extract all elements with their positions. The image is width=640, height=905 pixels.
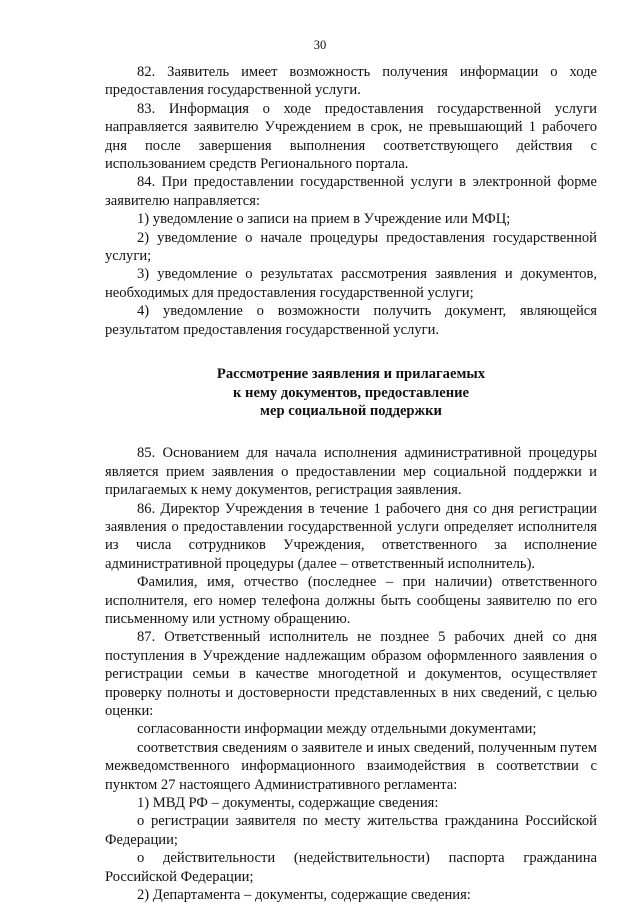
check-item-conformity: соответствия сведениям о заявителе и иных сведений, полученным путем межведомственного информационного взаимодействия в соответствии с пунктом 27 настоящего Административного регламента: — [105, 739, 597, 793]
paragraph-87: 87. Ответственный исполнитель не позднее 5 рабочих дней со дня поступления в Учреждение надлежащим образом оформленного заявления о регистрации семьи в качестве многодетной и документов, осуществляет проверку полноты и достоверности представленных в них сведений, с целью оценки: — [105, 629, 597, 719]
list-item-3: 3) уведомление о результатах рассмотрения заявления и документов, необходимых для предоставления государственной услуги; — [105, 266, 597, 301]
list-item-4: 4) уведомление о возможности получить документ, являющейся результатом предоставления государственной услуги. — [105, 303, 597, 338]
source-mvd: 1) МВД РФ – документы, содержащие сведения: — [137, 795, 439, 812]
paragraph-86: 86. Директор Учреждения в течение 1 рабочего дня со дня регистрации заявления о предоставлении государственной услуги определяет исполнителя из числа сотрудников Учреждения, ответственного за исполнение административной процедуры (далее – ответственный исполнитель). — [105, 500, 597, 572]
page-number: 30 — [313, 38, 327, 52]
paragraph-responsible-contact: Фамилия, имя, отчество (последнее – при наличии) ответственного исполнителя, его номер телефона должны быть сообщены заявителю по его письменному или устному обращению. — [105, 574, 597, 627]
paragraph-84: 84. При предоставлении государственной услуги в электронной форме заявителю направляется: — [105, 174, 597, 209]
source-department: 2) Департамента – документы, содержащие сведения: — [137, 887, 471, 904]
list-item-2: 2) уведомление о начале процедуры предоставления государственной услуги; — [105, 229, 597, 265]
mvd-passport-validity: о действительности (недействительности) паспорта гражданина Российской Федерации; — [105, 850, 597, 885]
check-item-consistency: согласованности информации между отдельными документами; — [137, 721, 537, 738]
section-heading-line-1: Рассмотрение заявления и прилагаемых — [216, 366, 486, 383]
paragraph-82: 82. Заявитель имеет возможность получения информации о ходе предоставления государственной услуги. — [105, 64, 597, 99]
section-heading — [105, 365, 597, 420]
paragraph-85: 85. Основанием для начала исполнения административной процедуры является прием заявления о предоставлении мер социальной поддержки и прилагаемых к нему документов, регистрация заявления. — [105, 445, 597, 499]
section-heading-line-3: мер социальной поддержки — [260, 402, 442, 419]
document-body — [105, 63, 597, 904]
paragraph-83: 83. Информация о ходе предоставления государственной услуги направляется заявителю Учреждением в срок, не превышающий 1 рабочего дня после завершения выполнения соответствующего действия с использованием средств Регионального портала. — [105, 100, 597, 173]
mvd-registration-info: о регистрации заявителя по месту жительства гражданина Российской Федерации; — [105, 813, 597, 848]
section-heading-line-2: к нему документов, предоставление — [233, 384, 469, 401]
list-item-1: 1) уведомление о записи на прием в Учреждение или МФЦ; — [137, 211, 511, 228]
